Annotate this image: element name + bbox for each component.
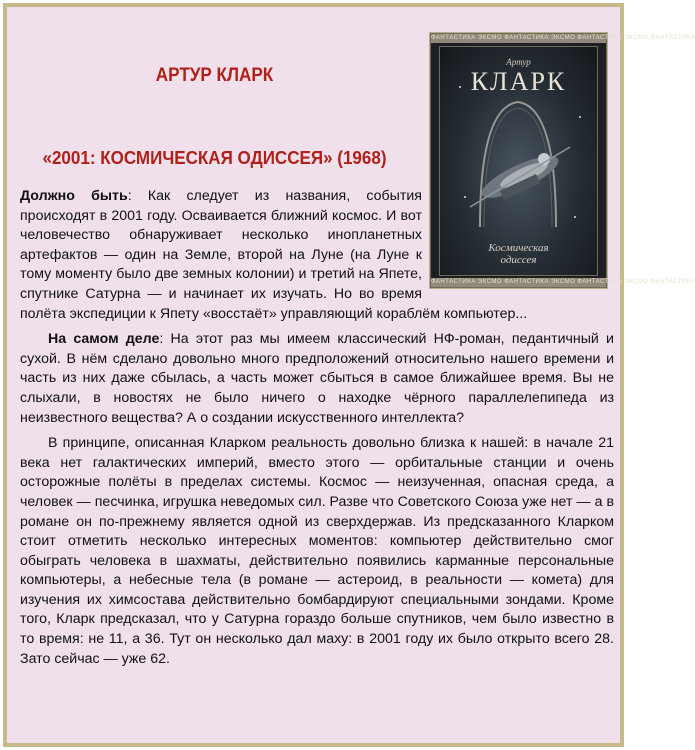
- expectation-lead: Должно быть: [20, 188, 128, 204]
- cover-author-name: КЛАРК: [470, 67, 567, 96]
- cover-subtitle-line-1: Космическая: [488, 242, 549, 254]
- reality-lead: На самом деле: [48, 331, 160, 348]
- cover-subtitle-line-2: одиссея: [500, 254, 537, 266]
- reality-text: : На этот раз мы имеем классический НФ-роман, педантичный и сухой. В нём сделано довольно много предположений относительно нашего времени и часть из них даже сбылась, а часть может сбыться в самое ближайшее время. Вы не слыхали, в новостях не было ничего о находке чёрного параллелепипеда из неизвестного вещества? А о создании искусственного интеллекта?: [20, 331, 614, 426]
- expectation-text: : Как следует из названия, события происходят в 2001 году. Осваивается ближний космос. И вот человечество обнаруживает несколько инопланетных артефактов — один на Земле, второй на Луне (на Луне к тому моменту было две земных колонии) и третий на Япете, спутнике Сатурна — и начинает их изучать. Но во время полёта экспедиции к Япету «восстаёт» управляющий кораблём компьютер...: [20, 188, 528, 322]
- paragraph-predictions: В принципе, описанная Кларком реальность довольно близка к нашей: в начале 21 века нет галактических империй, вместо этого — орбитальные станции и очень осторожные полёты в пределах системы. Космос — неизученная, опасная среда, а человек — песчинка, игрушка неведомых сил. Разве что Советского Союза уже нет — а в романе он по-прежнему является одной из сверхдержав. Из предсказанного Кларком стоит отметить несколько интересных моментов: компьютер действительно смог обыграть человека в шахматы, действительно появились карманные персональные компьютеры, а небесные тела (в романе — астероид, в реальности — комета) для изучения их химсостава действительно бомбардируют специальными зондами. Кроме того, Кларк предсказал, что у Сатурна гораздо больше спутников, чем было известно в то время: не 11, а 36. Тут он несколько дал маху: в 2001 году их было открыто всего 28. Зато сейчас — уже 62.: [20, 435, 614, 667]
- paragraph-expectation: [20, 187, 695, 324]
- article-frame: [3, 3, 695, 747]
- cover-series-strip-top: ФАНТАСТИКА ЭКСМО ФАНТАСТИКА ЭКСМО ФАНТАСТИКА ЭКСМО ФАНТАСТИКА: [431, 35, 695, 41]
- paragraph-reality: [20, 330, 614, 428]
- cover-author-first-name: Артур: [506, 57, 531, 67]
- author-heading: АРТУР КЛАРК: [155, 65, 274, 86]
- article-body: [20, 187, 695, 669]
- cover-series-strip-bottom: ФАНТАСТИКА ЭКСМО ФАНТАСТИКА ЭКСМО ФАНТАСТИКА ЭКСМО ФАНТАСТИКА: [431, 279, 695, 285]
- book-title-heading: «2001: КОСМИЧЕСКАЯ ОДИССЕЯ» (1968): [42, 147, 387, 168]
